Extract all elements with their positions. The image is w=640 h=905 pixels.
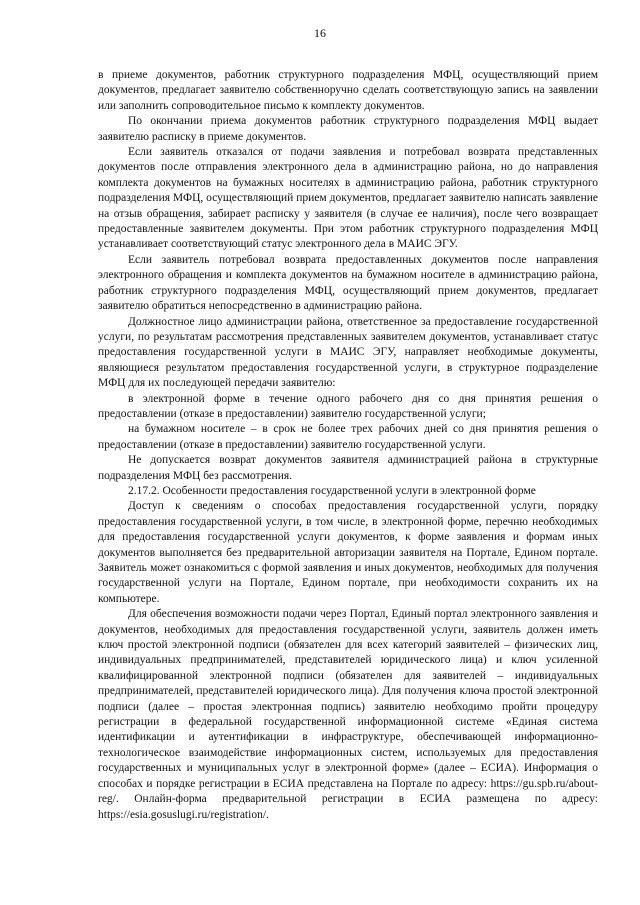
paragraph-receipt: По окончании приема документов работник структурного подразделения МФЦ выдает заявителю расписку в приеме документов.	[98, 115, 598, 143]
document-body	[98, 68, 598, 823]
paragraph-electronic-term: в электронной форме в течение одного рабочего дня со дня принятия решения о предоставлении (отказе в предоставлении) заявителю государственной услуги;	[98, 392, 598, 420]
section-heading-2-17-2: 2.17.2. Особенности предоставления государственной услуги в электронной форме	[128, 484, 536, 497]
paragraph-official-responsible: Должностное лицо администрации района, ответственное за предоставление государственной услуги, по результатам рассмотрения представленных заявителем документов, устанавливает статус предоставления государственной услуги в МАИС ЭГУ, направляет необходимые документы, являющиеся результатом предоставления государственной услуги, в структурное подразделение МФЦ для их последующей передачи заявителю:	[98, 315, 598, 390]
paragraph-access-info: Доступ к сведениям о способах предоставления государственной услуги, порядку предоставления государственной услуги, в том числе, в электронной форме, перечню необходимых для предоставления государственной услуги документов, к форме заявления и формам иных документов выполняется без предварительной авторизации заявителя на Портале, Едином портале. Заявитель может ознакомиться с формой заявления и иных документов, необходимых для получения государственной услуги на Портале, Едином портале, при необходимости сохранить их на компьютере.	[98, 500, 598, 605]
paragraph-esia-registration: Для обеспечения возможности подачи через Портал, Единый портал электронного заявления и документов, необходимых для предоставления государственной услуги, заявитель должен иметь ключ простой электронной подписи (обязателен для всех категорий заявителей – физических лиц, индивидуальных предпринимателей, представителей юридического лица) и ключ усиленной квалифицированной электронной подписи (обязателен для заявителей – индивидуальных предпринимателей, представителей юридического лица). Для получения ключа простой электронной подписи (далее – простая электронная подпись) заявителю необходимо пройти процедуру регистрации в федеральной государственной информационной системе «Единая система идентификации и аутентификации в инфраструктуре, обеспечивающей информационно-технологическое взаимодействие информационных систем, используемых для предоставления государственных и муниципальных услуг в электронной форме» (далее – ЕСИА). Информация о способах и порядке регистрации в ЕСИА представлена на Портале по адресу: https://gu.spb.ru/about-reg/. Онлайн-форма предварительной регистрации в ЕСИА размещена по адресу: https://esia.gosuslugi.ru/registration/.	[98, 608, 598, 821]
paragraph-continuation: в приеме документов, работник структурного подразделения МФЦ, осуществляющий прием документов, предлагает заявителю собственноручно сделать соответствующую запись на заявлении или заполнить сопроводительное письмо к комплекту документов.	[98, 69, 598, 112]
page-number: 16	[314, 26, 326, 40]
paragraph-no-return: Не допускается возврат документов заявителя администрацией района в структурные подразделения МФЦ без рассмотрения.	[98, 454, 598, 482]
paragraph-withdrawal-before-sending: Если заявитель отказался от подачи заявления и потребовал возврата представленных документов после отправления электронного дела в администрацию района, но до направления комплекта документов на бумажных носителях в администрацию района, работник структурного подразделения МФЦ, осуществляющий прием документов, предлагает заявителю написать заявление на отзыв обращения, забирает расписку у заявителя (в случае ее наличия), после чего возвращает предоставленные заявителем документы. При этом работник структурного подразделения МФЦ устанавливает соответствующий статус электронного дела в МАИС ЭГУ.	[98, 146, 598, 251]
paragraph-paper-term: на бумажном носителе – в срок не более трех рабочих дней со дня принятия решения о предоставлении (отказе в предоставлении) заявителю государственной услуги.	[98, 423, 598, 451]
paragraph-withdrawal-after-sending: Если заявитель потребовал возврата предоставленных документов после направления электронного обращения и комплекта документов на бумажном носителе в администрацию района, работник структурного подразделения МФЦ, осуществляющий прием документов, предлагает заявителю обратиться непосредственно в администрацию района.	[98, 253, 598, 313]
